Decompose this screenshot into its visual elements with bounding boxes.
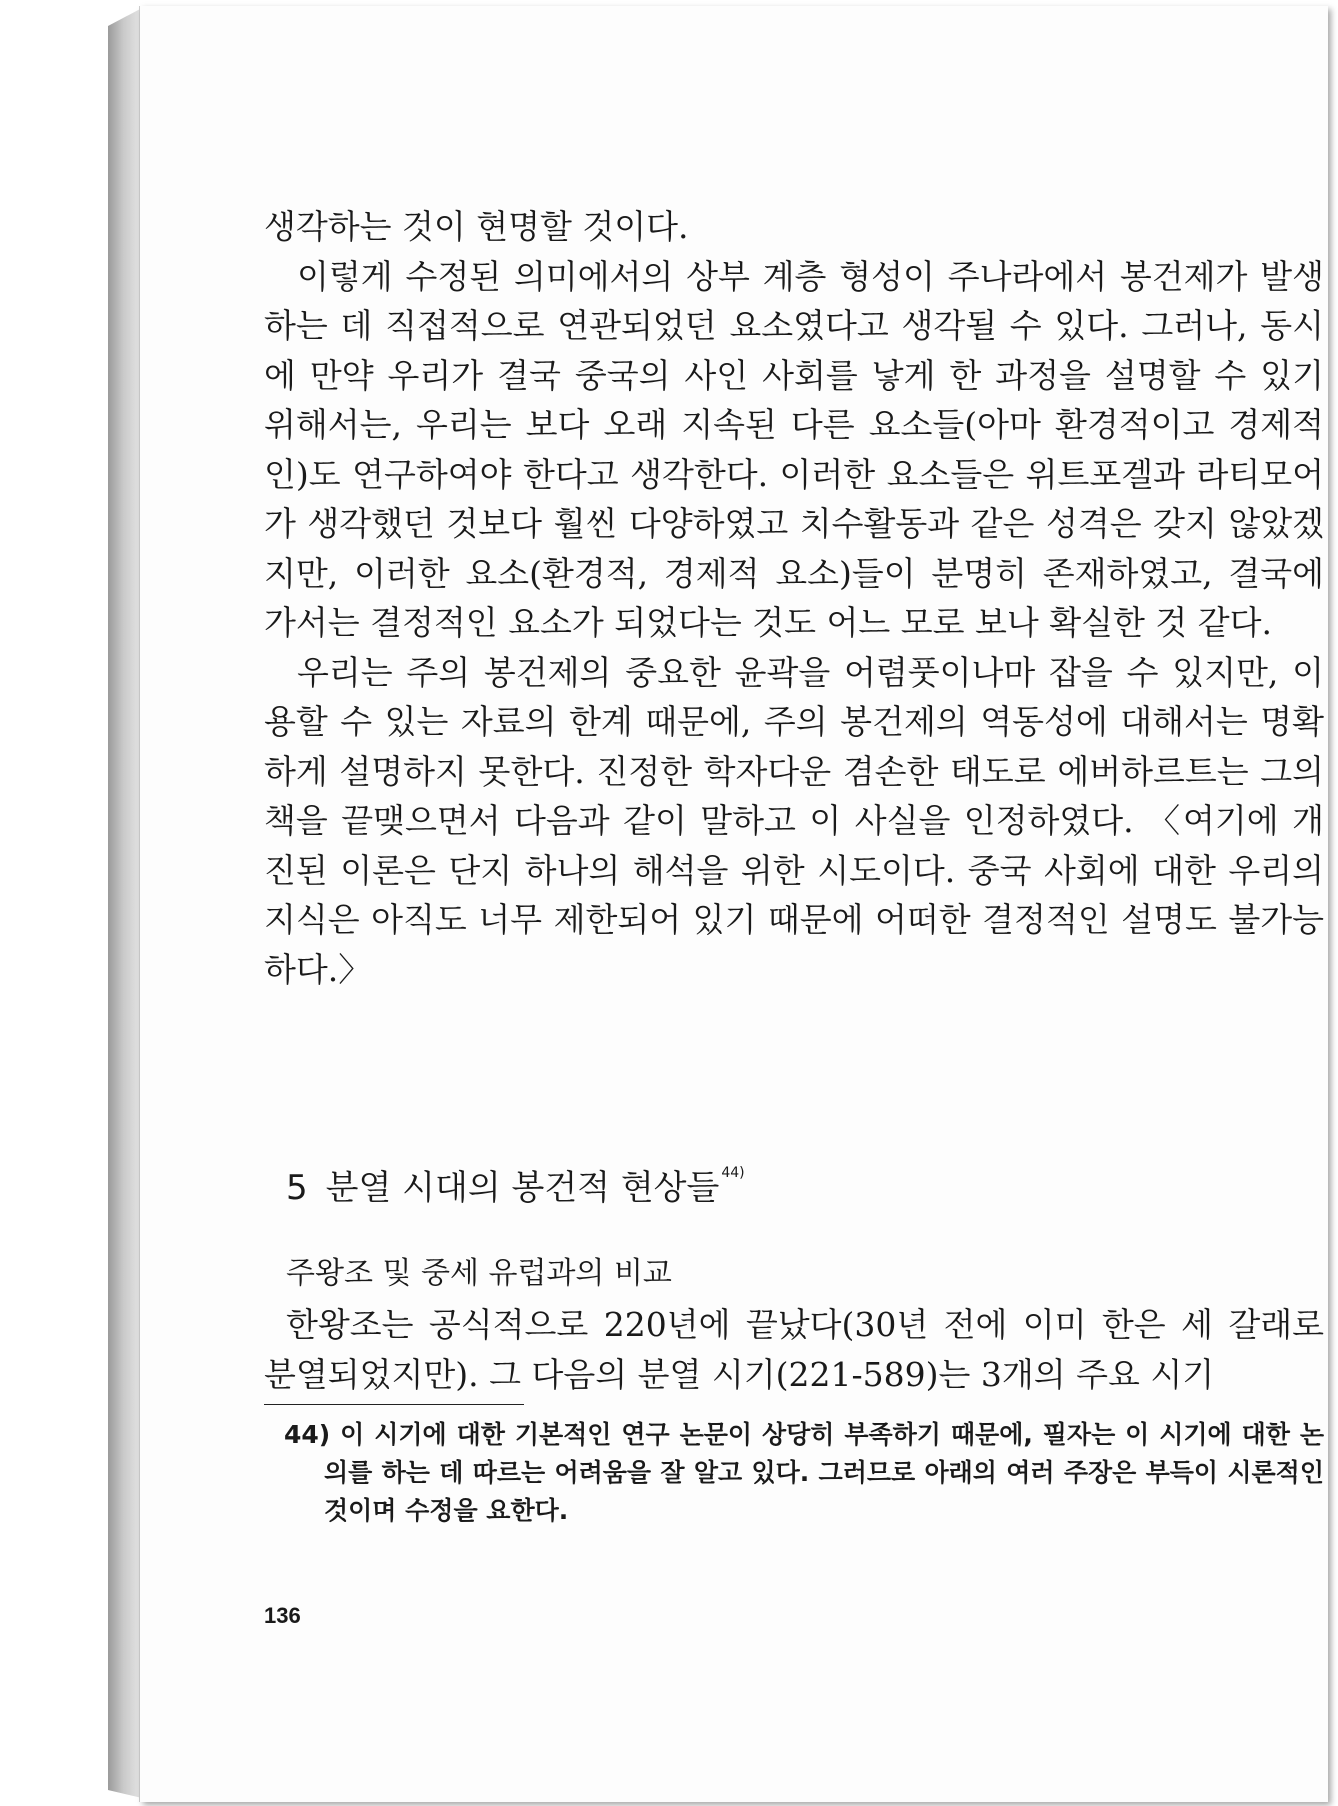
paragraph: 이렇게 수정된 의미에서의 상부 계층 형성이 주나라에서 봉건제가 발생하는 데 직접적으로 연관되었던 요소였다고 생각될 수 있다. 그러나, 동시에 만약 우리가 결국 중국의 사인 사회를 낳게 한 과정을 설명할 수 있기 위해서는, 우리는 보다 오래 지속된 다른 요소들(아마 환경적이고 경제적인)도 연구하여야 한다고 생각한다. 이러한 요소들은 위트포겔과 라티모어가 생각했던 것보다 훨씬 다양하였고 치수활동과 같은 성격은 갖지 않았겠지만, 이러한 요소(환경적, 경제적 요소)들이 분명히 존재하였고, 결국에 가서는 결정적인 요소가 되었다는 것도 어느 모로 보나 확실한 것 같다. <box>264 256 1324 642</box>
footnote: 44) 이 시기에 대한 기본적인 연구 논문이 상당히 부족하기 때문에, 필자는 이 시기에 대한 논의를 하는 데 따르는 어려움을 잘 알고 있다. 그러므로 아래의 여러 주장은 부득이 시론적인 것이며 수정을 요한다. <box>284 1420 1324 1525</box>
page-sheet <box>140 6 1328 1802</box>
paragraph: 한왕조는 공식적으로 220년에 끝났다(30년 전에 이미 한은 세 갈래로 분열되었지만). 그 다음의 분열 시기(221-589)는 3개의 주요 시기 <box>264 1305 1324 1394</box>
main-body-text <box>264 202 1324 994</box>
paragraph-continuation: 생각하는 것이 현명할 것이다. <box>264 207 689 246</box>
page-number: 136 <box>264 1603 301 1628</box>
section-heading <box>286 1152 745 1209</box>
paragraph: 우리는 주의 봉건제의 중요한 윤곽을 어렴풋이나마 잡을 수 있지만, 이용할 수 있는 자료의 한계 때문에, 주의 봉건제의 역동성에 대해서는 명확하게 설명하지 못한다. 진정한 학자다운 겸손한 태도로 에버하르트는 그의 책을 끝맺으면서 다음과 같이 말하고 이 사실을 인정하였다. 〈여기에 개진된 이론은 단지 하나의 해석을 위한 시도이다. 중국 사회에 대한 우리의 지식은 아직도 너무 제한되어 있기 때문에 어떠한 결정적인 설명도 불가능하다.〉 <box>264 652 1324 989</box>
subsection-heading: 주왕조 및 중세 유럽과의 비교 <box>286 1256 672 1291</box>
section-title-text: 분열 시대의 봉건적 현상들 <box>325 1168 720 1208</box>
section-body-text <box>264 1300 1324 1399</box>
footnote-reference: 44) <box>721 1165 745 1181</box>
section-number: 5 <box>286 1168 308 1208</box>
book-spine-edge <box>108 8 142 1798</box>
footnote-divider <box>264 1404 524 1405</box>
